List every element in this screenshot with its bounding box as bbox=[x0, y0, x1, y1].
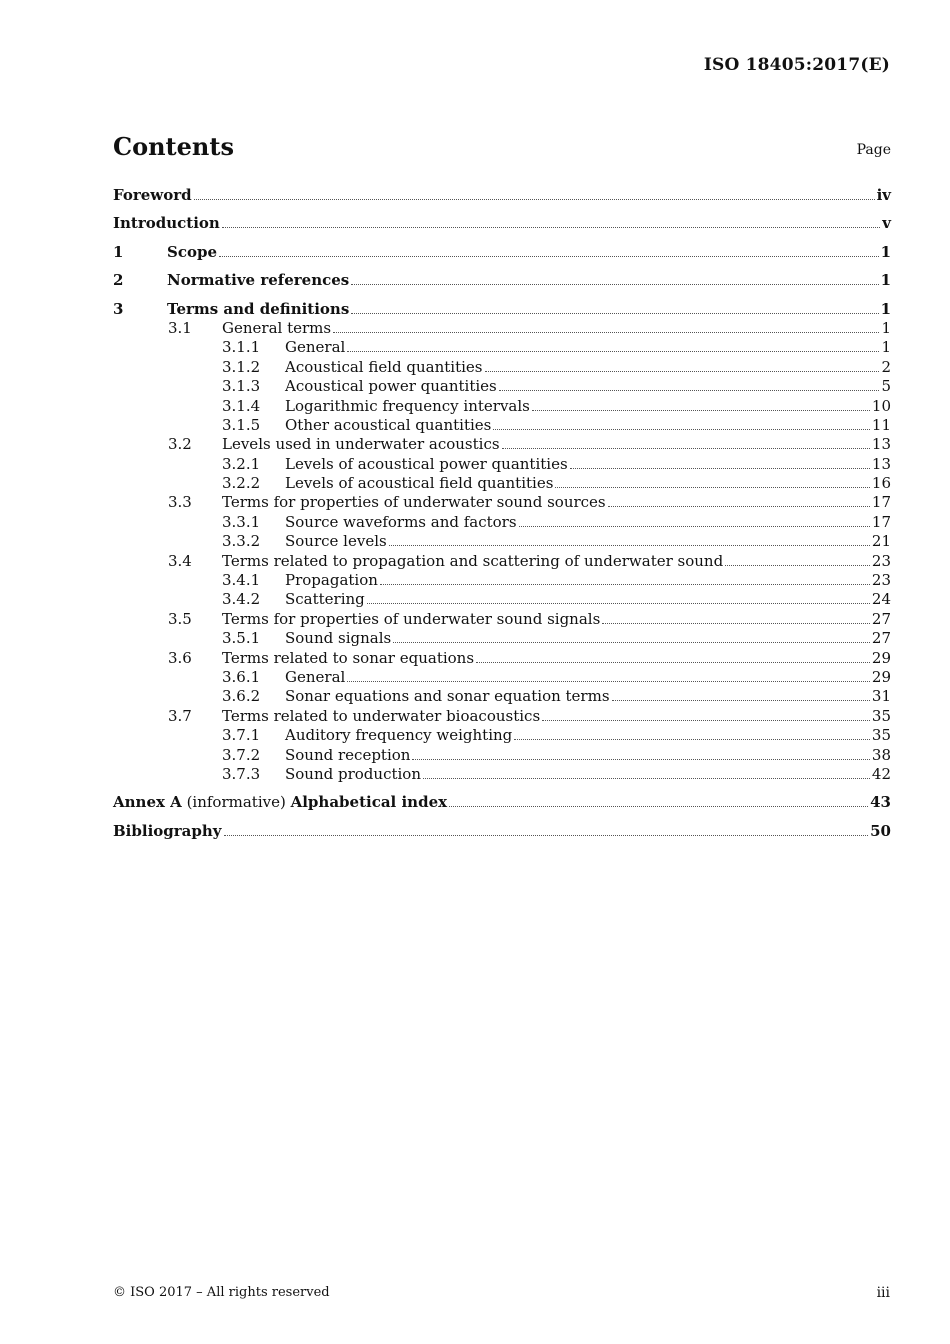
toc-title: Source levels bbox=[285, 532, 387, 551]
dot-leader bbox=[519, 526, 870, 527]
toc-page: 38 bbox=[871, 745, 891, 764]
toc-title: General bbox=[285, 667, 346, 686]
page-number: iii bbox=[876, 1285, 890, 1301]
table-of-contents bbox=[113, 186, 891, 841]
toc-title: Propagation bbox=[285, 571, 378, 590]
toc-number: 3.1 bbox=[168, 318, 192, 337]
dot-leader bbox=[333, 332, 879, 333]
toc-entry-3-5[interactable] bbox=[113, 610, 891, 629]
toc-number: 3.3.1 bbox=[222, 512, 261, 531]
toc-title: Levels of acoustical power quantities bbox=[285, 454, 568, 473]
toc-title: Terms related to underwater bioacoustics bbox=[222, 706, 541, 725]
dot-leader bbox=[555, 487, 869, 488]
toc-page: 1 bbox=[880, 242, 891, 261]
toc-page: 13 bbox=[871, 435, 891, 454]
toc-number: 1 bbox=[113, 242, 124, 261]
toc-entry-3-7-1[interactable] bbox=[113, 726, 891, 745]
toc-title: Sonar equations and sonar equation terms bbox=[285, 687, 610, 706]
toc-entry-3-4[interactable] bbox=[113, 552, 891, 571]
toc-number: 3.2 bbox=[168, 435, 192, 454]
toc-entry-3-4-2[interactable] bbox=[113, 590, 891, 609]
toc-page: 1 bbox=[881, 318, 891, 337]
toc-page: v bbox=[882, 214, 891, 233]
toc-page: 23 bbox=[871, 551, 891, 570]
contents-heading: Contents bbox=[113, 132, 234, 161]
toc-title: Terms related to sonar equations bbox=[222, 648, 475, 667]
dot-leader bbox=[449, 806, 868, 807]
toc-page: 16 bbox=[871, 474, 891, 493]
toc-entry-1[interactable] bbox=[113, 243, 891, 262]
toc-number: 3.6.1 bbox=[222, 667, 261, 686]
toc-page: iv bbox=[876, 186, 891, 204]
toc-entry-3[interactable] bbox=[113, 300, 891, 319]
toc-page: 11 bbox=[871, 415, 891, 434]
toc-page: 27 bbox=[871, 629, 891, 648]
toc-entry-3-2[interactable] bbox=[113, 435, 891, 454]
toc-page: 35 bbox=[871, 726, 891, 745]
toc-title: Sound signals bbox=[285, 629, 392, 648]
toc-title: Levels used in underwater acoustics bbox=[222, 435, 500, 454]
toc-page: 1 bbox=[880, 299, 891, 318]
dot-leader bbox=[224, 835, 869, 836]
toc-entry-annex-a[interactable] bbox=[113, 793, 891, 812]
toc-entry-introduction[interactable] bbox=[113, 214, 891, 233]
dot-leader bbox=[219, 256, 879, 257]
toc-entry-3-2-1[interactable] bbox=[113, 455, 891, 474]
toc-number: 2 bbox=[113, 271, 124, 290]
toc-entry-3-4-1[interactable] bbox=[113, 571, 891, 590]
toc-page: 24 bbox=[871, 590, 891, 609]
toc-page: 31 bbox=[871, 687, 891, 706]
dot-leader bbox=[612, 700, 870, 701]
dot-leader bbox=[412, 759, 869, 760]
toc-number: 3 bbox=[113, 299, 124, 318]
toc-number: 3.1.5 bbox=[222, 415, 261, 434]
toc-title: Source waveforms and factors bbox=[285, 512, 517, 531]
document-id: ISO 18405:2017(E) bbox=[703, 55, 890, 75]
dot-leader bbox=[476, 662, 870, 663]
toc-page: 1 bbox=[880, 271, 891, 290]
dot-leader bbox=[485, 371, 880, 372]
toc-title: Bibliography bbox=[113, 821, 222, 840]
toc-page: 21 bbox=[871, 532, 891, 551]
toc-entry-3-1-3[interactable] bbox=[113, 377, 891, 396]
toc-title: Logarithmic frequency intervals bbox=[285, 396, 530, 415]
toc-title: Normative references bbox=[167, 271, 350, 290]
dot-leader bbox=[532, 410, 870, 411]
toc-title: Introduction bbox=[113, 214, 220, 233]
toc-title: Other acoustical quantities bbox=[285, 415, 492, 434]
toc-number: 3.6 bbox=[168, 648, 192, 667]
toc-entry-3-1-2[interactable] bbox=[113, 358, 891, 377]
toc-page: 5 bbox=[881, 377, 891, 396]
toc-page: 35 bbox=[871, 706, 891, 725]
toc-page: 10 bbox=[871, 396, 891, 415]
dot-leader bbox=[542, 720, 870, 721]
toc-number: 3.6.2 bbox=[222, 687, 261, 706]
dot-leader bbox=[725, 565, 870, 566]
toc-page: 43 bbox=[870, 793, 891, 812]
dot-leader bbox=[608, 506, 870, 507]
dot-leader bbox=[222, 227, 880, 228]
toc-number: 3.2.2 bbox=[222, 474, 261, 493]
dot-leader bbox=[351, 284, 878, 285]
toc-entry-3-7-3[interactable] bbox=[113, 765, 891, 784]
toc-title bbox=[113, 793, 447, 812]
toc-number: 3.7.2 bbox=[222, 745, 261, 764]
toc-number: 3.7 bbox=[168, 706, 192, 725]
dot-leader bbox=[194, 199, 875, 200]
toc-entry-3-7[interactable] bbox=[113, 707, 891, 726]
toc-number: 3.7.3 bbox=[222, 764, 261, 783]
toc-page: 27 bbox=[871, 609, 891, 628]
toc-number: 3.1.2 bbox=[222, 357, 261, 376]
toc-entry-3-3-1[interactable] bbox=[113, 513, 891, 532]
toc-page: 29 bbox=[871, 667, 891, 686]
toc-title: Sound production bbox=[285, 764, 421, 783]
toc-page: 17 bbox=[871, 512, 891, 531]
toc-page: 2 bbox=[881, 357, 891, 376]
toc-entry-2[interactable] bbox=[113, 271, 891, 290]
toc-number: 3.5.1 bbox=[222, 629, 261, 648]
dot-leader bbox=[367, 603, 870, 604]
toc-title: Sound reception bbox=[285, 745, 411, 764]
toc-title: Terms for properties of underwater sound signals bbox=[222, 609, 601, 628]
toc-title: Scattering bbox=[285, 590, 365, 609]
toc-entry-3-5-1[interactable] bbox=[113, 629, 891, 648]
toc-page: 50 bbox=[870, 821, 891, 840]
dot-leader bbox=[393, 642, 870, 643]
toc-number: 3.7.1 bbox=[222, 726, 261, 745]
toc-entry-3-6-1[interactable] bbox=[113, 668, 891, 687]
dot-leader bbox=[570, 468, 870, 469]
toc-page: 1 bbox=[881, 338, 891, 357]
toc-page: 13 bbox=[871, 454, 891, 473]
toc-entry-3-1-5[interactable] bbox=[113, 416, 891, 435]
toc-number: 3.3.2 bbox=[222, 532, 261, 551]
toc-number: 3.2.1 bbox=[222, 454, 261, 473]
toc-entry-3-2-2[interactable] bbox=[113, 474, 891, 493]
dot-leader bbox=[602, 623, 870, 624]
toc-page: 29 bbox=[871, 648, 891, 667]
toc-title: Acoustical field quantities bbox=[285, 357, 483, 376]
toc-title: General terms bbox=[222, 318, 332, 337]
toc-entry-3-3-2[interactable] bbox=[113, 532, 891, 551]
toc-entry-3-3[interactable] bbox=[113, 493, 891, 512]
toc-number: 3.1.1 bbox=[222, 338, 261, 357]
dot-leader bbox=[389, 545, 870, 546]
toc-entry-3-1-1[interactable] bbox=[113, 338, 891, 357]
toc-number: 3.1.4 bbox=[222, 396, 261, 415]
annex-note: (informative) bbox=[181, 793, 291, 812]
toc-title: General bbox=[285, 338, 346, 357]
page-column-label: Page bbox=[856, 142, 891, 158]
toc-page: 23 bbox=[871, 571, 891, 590]
toc-title: Terms related to propagation and scattering of underwater sound bbox=[222, 551, 724, 570]
dot-leader bbox=[423, 778, 870, 779]
toc-number: 3.4 bbox=[168, 551, 192, 570]
toc-page: 42 bbox=[871, 764, 891, 783]
toc-entry-3-7-2[interactable] bbox=[113, 746, 891, 765]
toc-number: 3.4.1 bbox=[222, 571, 261, 590]
annex-title: Alphabetical index bbox=[290, 793, 448, 812]
toc-number: 3.5 bbox=[168, 609, 192, 628]
toc-title: Foreword bbox=[113, 186, 192, 204]
toc-title: Levels of acoustical field quantities bbox=[285, 474, 554, 493]
toc-page: 17 bbox=[871, 493, 891, 512]
dot-leader bbox=[502, 448, 870, 449]
copyright-notice: © ISO 2017 – All rights reserved bbox=[113, 1285, 330, 1300]
dot-leader bbox=[351, 313, 878, 314]
toc-title: Scope bbox=[167, 242, 218, 261]
toc-number: 3.3 bbox=[168, 493, 192, 512]
toc-entry-bibliography[interactable] bbox=[113, 822, 891, 841]
dot-leader bbox=[347, 351, 879, 352]
toc-number: 3.4.2 bbox=[222, 590, 261, 609]
dot-leader bbox=[347, 681, 870, 682]
toc-title: Terms for properties of underwater sound sources bbox=[222, 493, 606, 512]
toc-entry-3-6[interactable] bbox=[113, 649, 891, 668]
toc-entry-3-6-2[interactable] bbox=[113, 687, 891, 706]
dot-leader bbox=[493, 429, 870, 430]
toc-entry-foreword[interactable] bbox=[113, 186, 891, 205]
toc-entry-3-1[interactable] bbox=[113, 319, 891, 338]
dot-leader bbox=[514, 739, 870, 740]
toc-title: Acoustical power quantities bbox=[285, 377, 497, 396]
toc-entry-3-1-4[interactable] bbox=[113, 397, 891, 416]
toc-title: Auditory frequency weighting bbox=[285, 726, 513, 745]
toc-number: 3.1.3 bbox=[222, 377, 261, 396]
toc-title: Terms and definitions bbox=[167, 299, 350, 318]
dot-leader bbox=[499, 390, 880, 391]
dot-leader bbox=[380, 584, 870, 585]
annex-prefix: Annex A bbox=[113, 793, 182, 812]
